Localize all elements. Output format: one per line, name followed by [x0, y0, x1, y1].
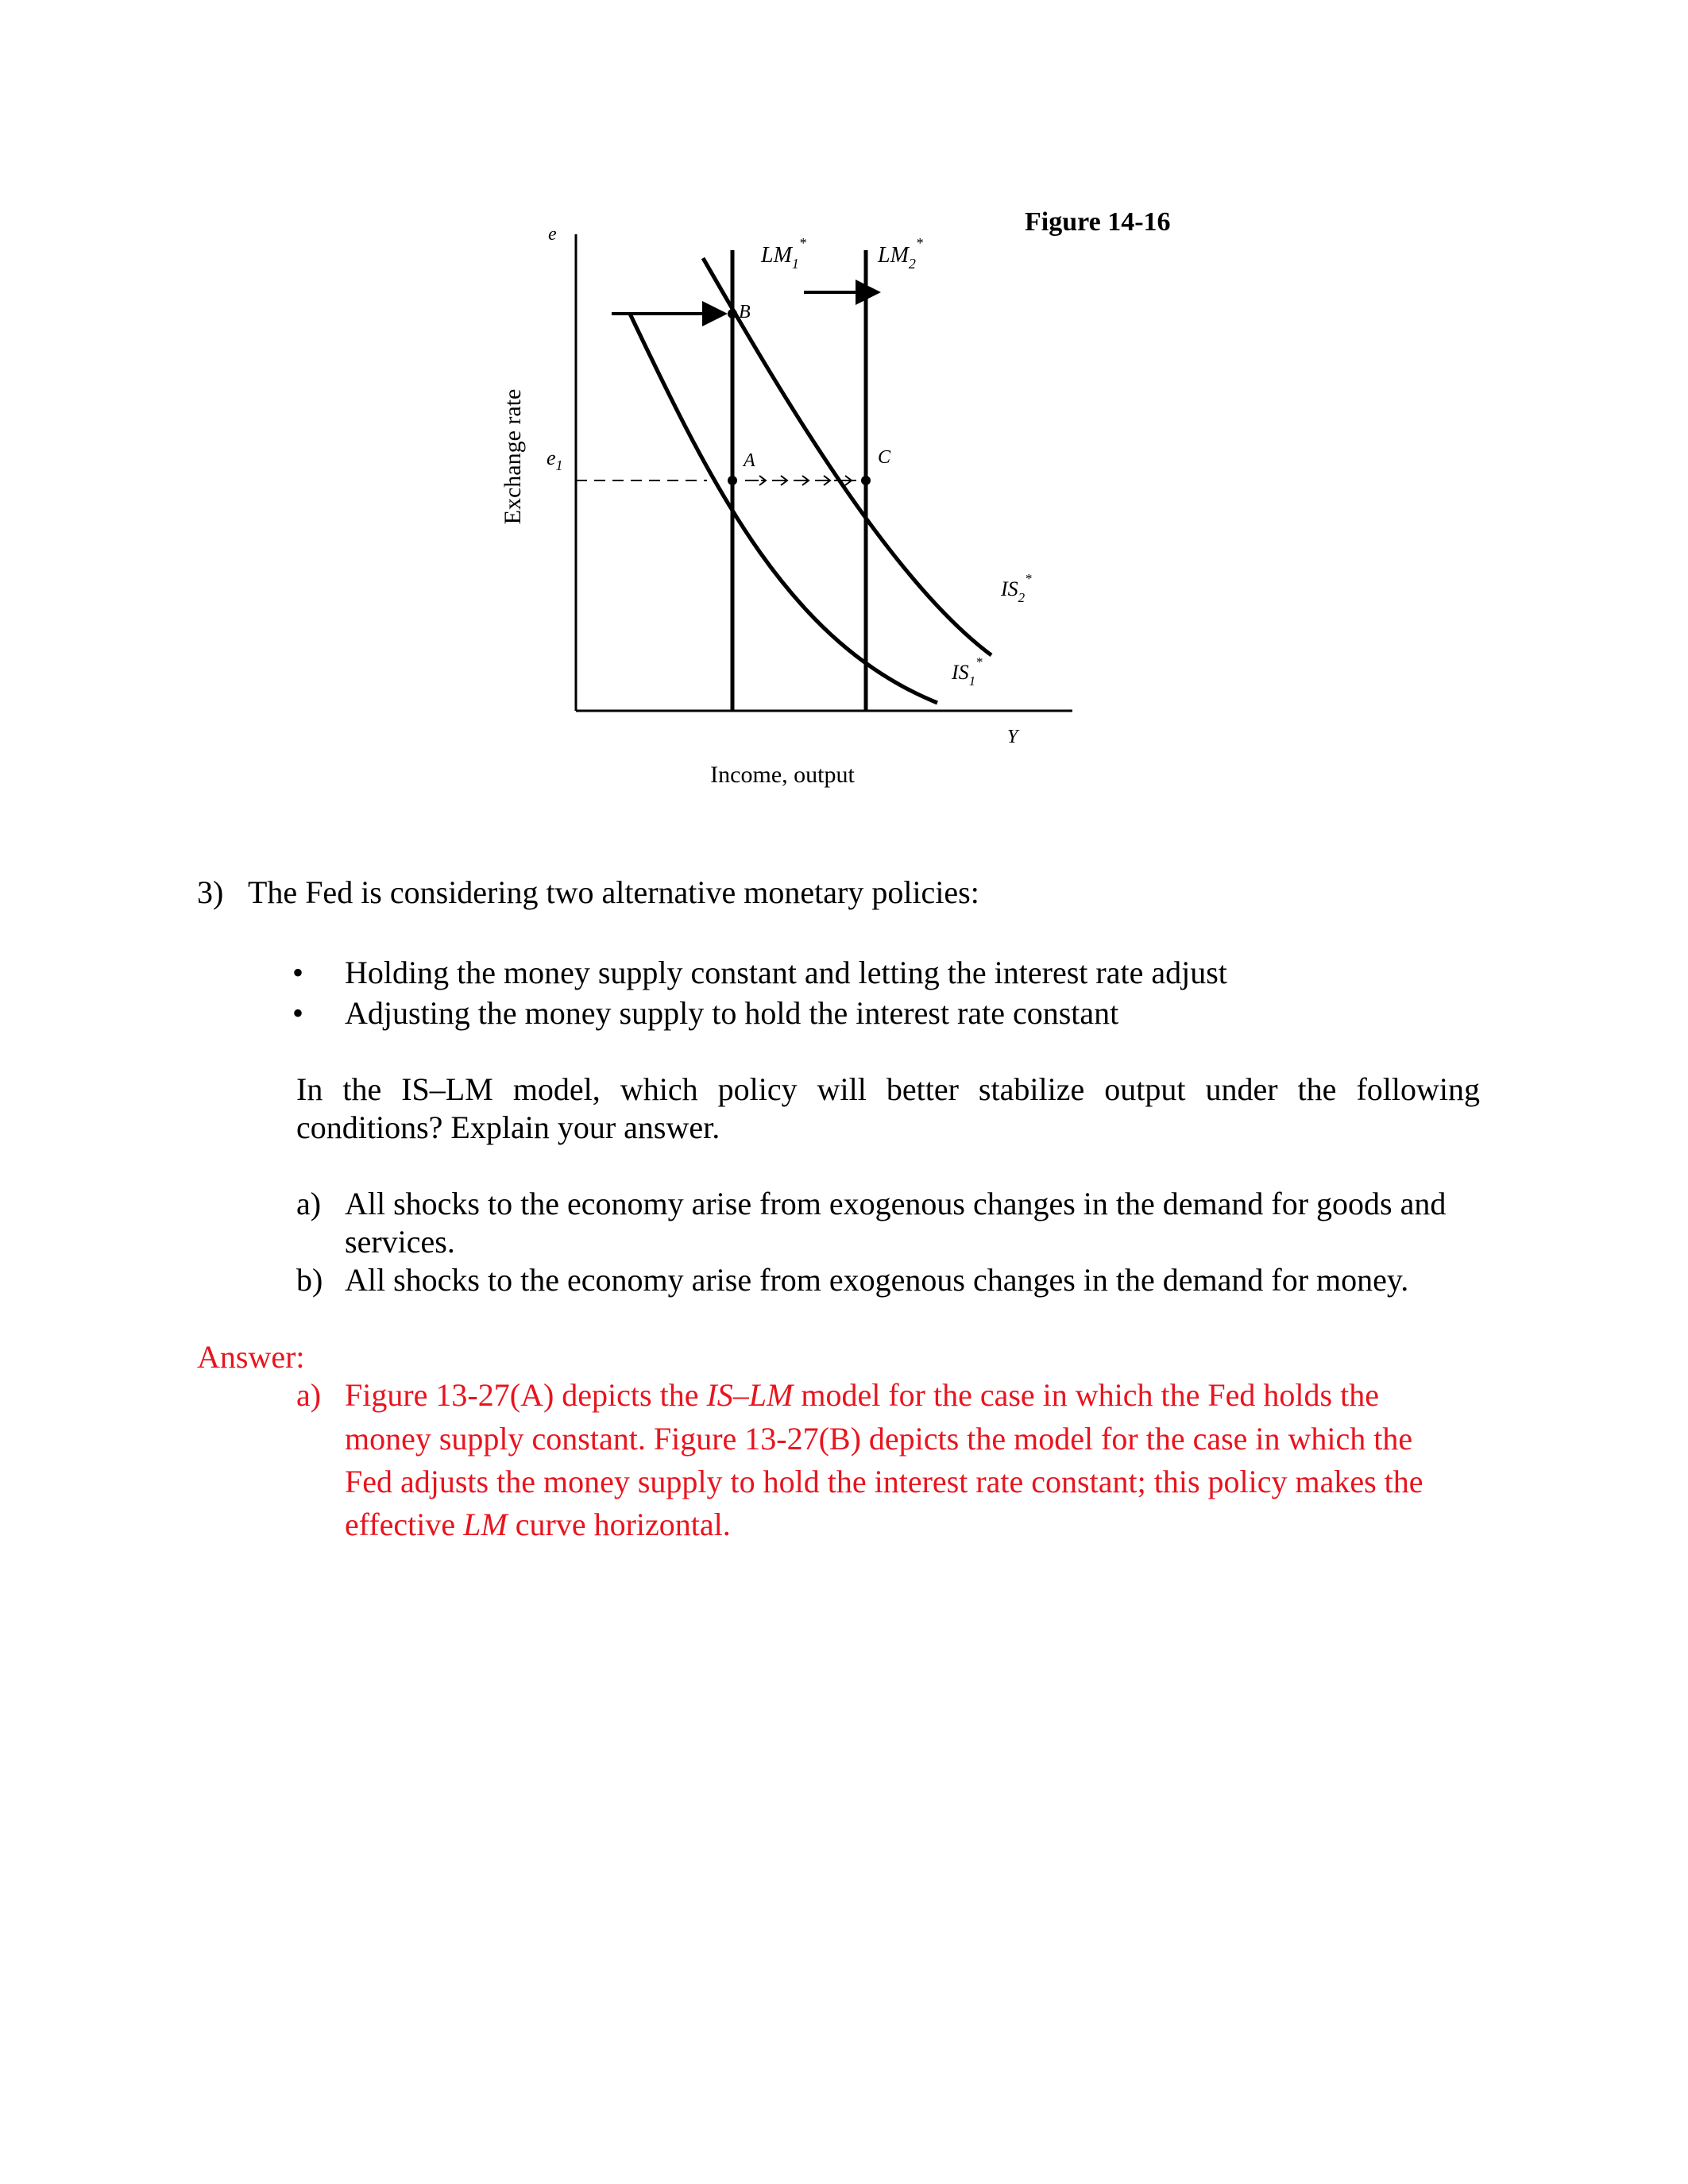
answer-line-1-text-b: model for the case in which the Fed holds the: [793, 1377, 1379, 1413]
bullet-2-text: Adjusting the money supply to hold the interest rate constant: [345, 995, 1119, 1031]
answer-part-a-label: a): [296, 1377, 322, 1413]
point-b-marker: [728, 309, 737, 318]
figure-14-16: [477, 199, 1192, 810]
question-number: 3): [197, 874, 224, 910]
part-a-label: a): [296, 1186, 322, 1221]
bullet-1-text: Holding the money supply constant and letting the interest rate adjust: [345, 955, 1227, 990]
y-axis-letter: e: [548, 224, 557, 245]
answer-line-4-text-a: effective: [345, 1507, 464, 1542]
bullet-1-marker: •: [292, 955, 304, 990]
answer-line-4-italic: LM: [463, 1507, 508, 1542]
answer-line-2: money supply constant. Figure 13-27(B) depicts the model for the case in which the: [345, 1421, 1413, 1457]
point-b-label: B: [739, 302, 751, 322]
answer-line-1-text-a: Figure 13-27(A) depicts the: [345, 1377, 707, 1413]
is2-label: $IS_2^*$: [1001, 571, 1032, 605]
question-prompt-line-1: In the IS–LM model, which policy will better stabilize output under the following: [296, 1071, 1480, 1107]
lm2-label: $LM_2^*$: [878, 235, 923, 272]
bullet-2-marker: •: [292, 995, 304, 1031]
y-axis-title: Exchange rate: [500, 388, 526, 525]
point-a-marker: [728, 476, 737, 485]
answer-heading: Answer:: [197, 1339, 305, 1375]
question-intro: The Fed is considering two alternative monetary policies:: [248, 874, 979, 910]
point-c-label: C: [878, 447, 891, 468]
lm1-label: $LM_1^*$: [761, 235, 806, 272]
answer-line-1-italic: IS–LM: [706, 1377, 794, 1413]
question-prompt-line-2: conditions? Explain your answer.: [296, 1109, 720, 1145]
part-b-line-1: All shocks to the economy arise from exogenous changes in the demand for money.: [345, 1262, 1409, 1298]
figure-title: Figure 14-16: [1025, 207, 1171, 237]
point-c-marker: [861, 476, 871, 485]
part-b-label: b): [296, 1262, 323, 1298]
part-a-line-1: All shocks to the economy arise from exogenous changes in the demand for goods and: [345, 1186, 1447, 1221]
x-axis-letter: Y: [1007, 727, 1018, 747]
is1-curve: [630, 314, 937, 703]
point-a-label: A: [744, 450, 755, 471]
e1-label: $e_1$: [547, 446, 563, 473]
is1-label: $IS_1^*$: [952, 654, 983, 689]
answer-line-3: Fed adjusts the money supply to hold the interest rate constant; this policy makes the: [345, 1464, 1423, 1499]
answer-line-1: [345, 1375, 1379, 1416]
part-a-line-2: services.: [345, 1224, 455, 1260]
x-axis-title: Income, output: [710, 762, 855, 788]
answer-line-4: [345, 1504, 731, 1545]
answer-line-4-text-b: curve horizontal.: [507, 1507, 731, 1542]
